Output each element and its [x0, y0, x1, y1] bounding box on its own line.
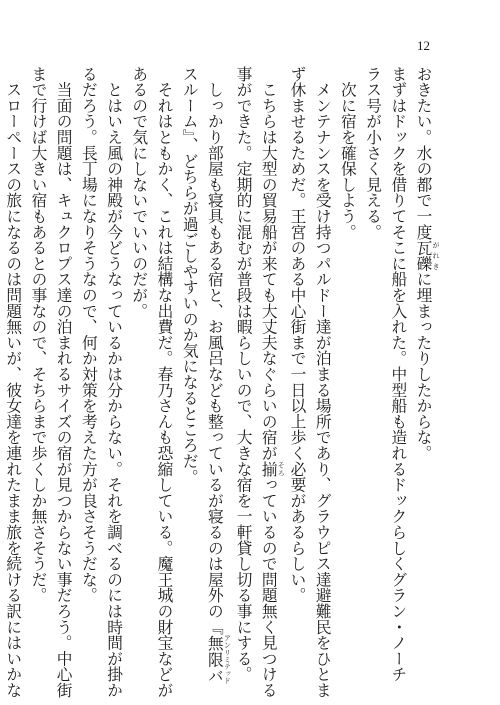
text-line: 当面の問題は、キュクロプス達の泊まれるサイズの宿が見つからない事だろう。中心街 — [54, 66, 74, 698]
text-line: メンテナンスを受け持つパルドー達が泊まる場所であり、グラウピス達避難民をひとま — [313, 66, 333, 698]
text-line: スルーム』、どちらが過ごしやすいのか気になるところだ。 — [180, 66, 200, 485]
text-line: るだろう。長丁場になりそうなので、何か対策を考えた方が良さそうだな。 — [79, 66, 99, 604]
text-line: 事ができた。定期的に混むが普段は暇らしいので、大きな宿を一軒貸し切る事にする。 — [234, 66, 254, 683]
text-line: それはともかく、これは結構な出費だ。春乃さんも恐縮している。魔王城の財宝などが — [155, 66, 175, 698]
text-line: ラス号が小さく見える。 — [364, 66, 384, 240]
body-text — [4, 66, 440, 699]
text-line: しっかり部屋も寝具もある宿と、お風呂なども整っているが寝るのは屋外の『無限バアンリミテッド — [205, 66, 232, 685]
text-line: おきたい。水の都で一度瓦礫がれきに埋まったりしたからな。 — [414, 66, 440, 462]
text-line: まずはドックを借りてそこに船を入れた。中型船も造れるドックらしくグラン・ノーチ — [389, 66, 409, 683]
page-number: 12 — [417, 38, 430, 53]
text-line: あるので気にしないでいいのだが。 — [130, 66, 150, 319]
text-line: スローペースの旅になるのは問題無いが、彼女達を連れたまま旅を続ける訳にはいかな — [4, 66, 24, 698]
text-line: とはいえ風の神殿が今どうなっているかは分からない。それを調べるのには時間が掛か — [105, 66, 125, 698]
text-line: こちらは大型の貿易船が来ても大丈夫なぐらいの宿が揃そろっているので問題無く見つける — [259, 66, 286, 699]
text-line: ず休ませるためだ。王宮のある中心街まで一日以上歩く必要があるらしい。 — [288, 66, 308, 604]
text-line: まで行けば大きい宿もあるとの事なので、そちらまで歩くしか無さそうだ。 — [29, 66, 49, 604]
text-line: 次に宿を確保しよう。 — [338, 66, 358, 240]
